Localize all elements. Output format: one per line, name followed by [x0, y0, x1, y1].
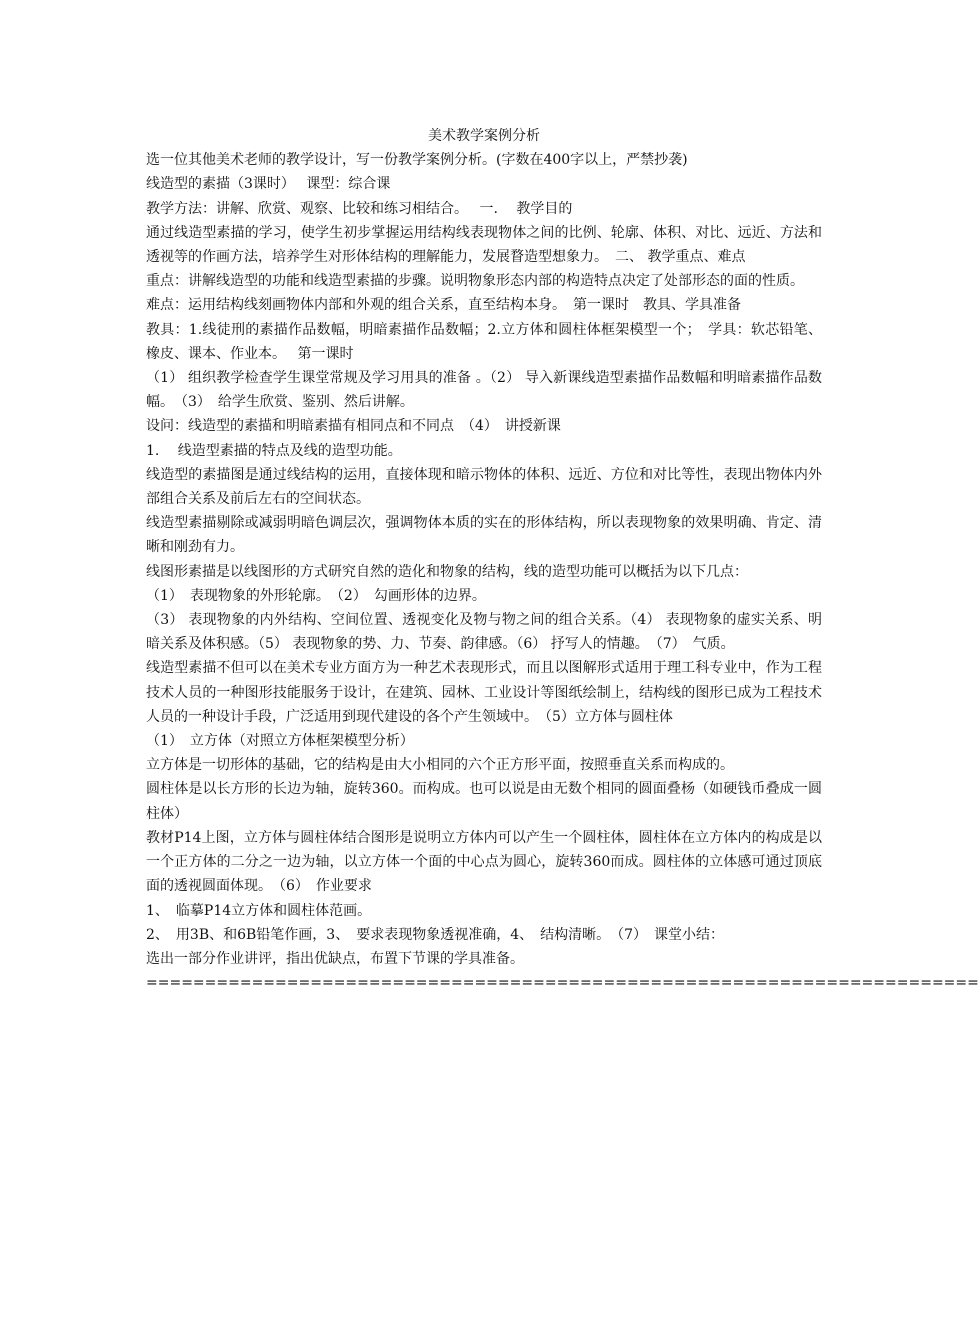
paragraph-homework-1: 1、 临摹P14立方体和圆柱体范画。: [146, 902, 372, 919]
paragraph-question: 设问：线造型的素描和明暗素描有相同点和不同点 （4） 讲授新课: [146, 418, 561, 435]
paragraph-teaching-aids: 教具：1.线徒刑的素描作品数幅，明暗素描作品数幅；2.立方体和圆柱体框架模型一个； 学具：软芯铅笔、橡皮、课本、作业本。 第一课时: [146, 321, 822, 362]
divider-line: =======================================================================: [146, 975, 979, 992]
paragraph-line-sketch-effect: 线造型素描剔除或减弱明暗色调层次，强调物体本质的实在的形体结构，所以表现物象的效果明确、肯定、清晰和刚劲有力。: [146, 515, 822, 556]
paragraph-line-function-intro: 线图形素描是以线图形的方式研究自然的造化和物象的结构，线的造型功能可以概括为以下几点：: [146, 563, 748, 580]
document-title: 美术教学案例分析: [428, 128, 540, 144]
paragraph-line-sketch-definition: 线造型的素描图是通过线结构的运用，直接体现和暗示物体的体积、远近、方位和对比等性，表现出物体内外部组合关系及前后左右的空间状态。: [146, 466, 822, 508]
paragraph-assignment: 选一位其他美术老师的教学设计，写一份教学案例分析。(字数在400字以上，严禁抄袭): [146, 152, 688, 169]
paragraph-functions-1-2: （1） 表现物象的外形轮廓。 （2） 勾画形体的边界。: [146, 587, 486, 604]
paragraph-application: 线造型素描不但可以在美术专业方面方为一种艺术表现形式，而且以图解形式适用于理工科专业中，作为工程技术人员的一种图形技能服务于设计，在建筑、园林、工业设计等图纸绘制上，结构线的图形已成为工程技术人员的一种设计手段，广泛适用到现代建设的各个产生领域中。 （5）立方体与圆柱体: [146, 660, 822, 725]
paragraph-functions-3-7: （3） 表现物象的内外结构、空间位置、透视变化及物与物之间的组合关系。（4） 表现物象的虚实关系、明暗关系及体积感。（5） 表现物象的势、力、节奏、韵律感。（6） 抒写人的情趣。 （7） 气质。: [146, 612, 822, 653]
paragraph-teaching-goal: 通过线造型素描的学习，使学生初步掌握运用结构线表现物体之间的比例、轮廓、体积、对比、远近、方法和透视等的作画方法，培养学生对形体结构的理解能力，发展瞀造型想象力。 二、 教学重点、难点: [146, 224, 822, 266]
paragraph-section-1: 1. 线造型素描的特点及线的造型功能。: [146, 442, 402, 459]
paragraph-lesson-title: 线造型的素描（3课时） 课型：综合课: [146, 176, 391, 193]
paragraph-teaching-method: 教学方法：讲解、欣赏、观察、比较和练习相结合。 一. 教学目的: [146, 200, 573, 217]
paragraph-difficulty: 难点：运用结构线刻画物体内部和外观的组合关系，直至结构本身。 第一课时 教具、学具准备: [146, 297, 741, 314]
paragraph-homework-2: 2、 用3B、和6B铅笔作画，3、 要求表现物象透视准确，4、 结构清晰。 （7） 课堂小结：: [146, 926, 725, 943]
document-page: [146, 124, 979, 995]
paragraph-textbook: 教材P14上图，立方体与圆柱体结合图形是说明立方体内可以产生一个圆柱体，圆柱体在立方体内的构成是以一个正方体的二分之一边为轴，以立方体一个面的中心点为圆心，旋转360而成。圆柱体的立体感可通过顶底面的透视圆面体现。 （6） 作业要求: [146, 829, 822, 895]
paragraph-summary: 选出一部分作业讲评，指出优缺点，布置下节课的学具准备。: [146, 950, 524, 967]
paragraph-cube-heading: （1） 立方体（对照立方体框架模型分析）: [146, 733, 414, 750]
paragraph-key-point: 重点：讲解线造型的功能和线造型素描的步骤。说明物象形态内部的构造特点决定了处部形态的面的性质。: [146, 273, 804, 290]
paragraph-steps-1-3: （1） 组织教学检查学生课堂常规及学习用具的准备 。（2） 导入新课线造型素描作品数幅和明暗素描作品数幅。 （3） 给学生欣赏、鉴别、然后讲解。: [146, 370, 822, 411]
paragraph-cylinder: 圆柱体是以长方形的长边为轴，旋转360。而构成。也可以说是由无数个相同的圆面叠杨（如硬钱币叠成一圆柱体）: [146, 781, 822, 822]
paragraph-cube: 立方体是一切形体的基础，它的结构是由大小相同的六个正方形平面，按照垂直关系而构成的。: [146, 757, 734, 774]
